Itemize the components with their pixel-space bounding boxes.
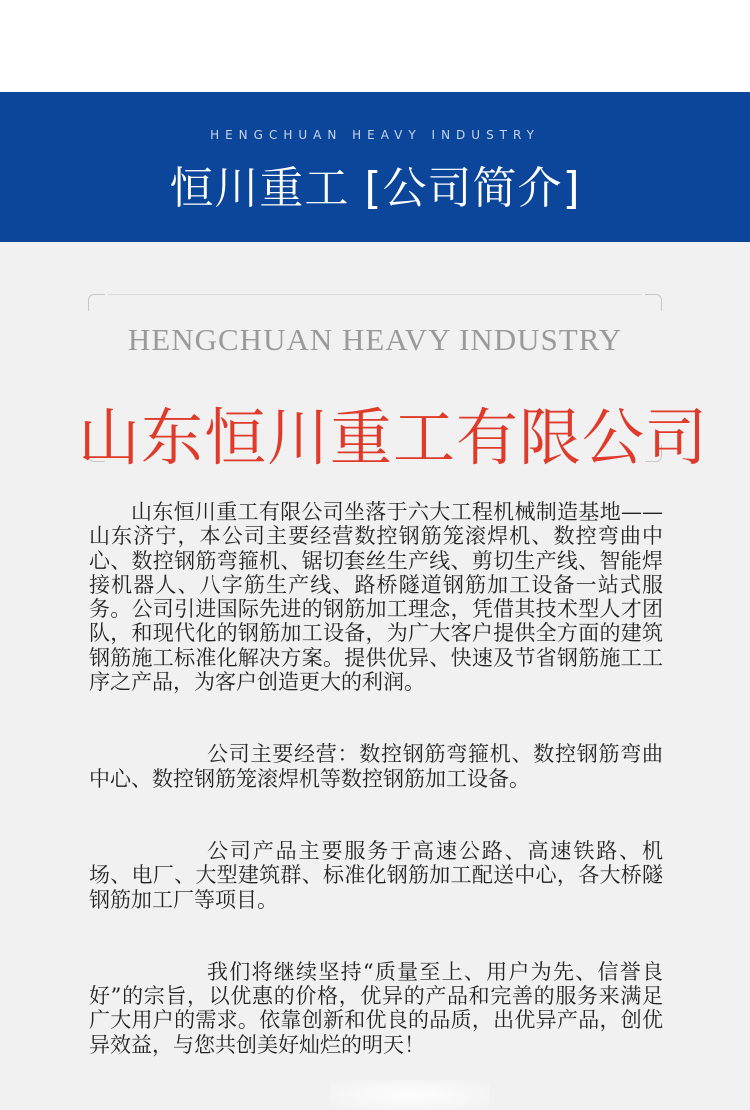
company-name: 山东恒川重工有限公司 — [77, 401, 708, 474]
banner-title: 恒川重工 [公司简介] — [169, 163, 581, 214]
paragraph-commitment: 我们将继续坚持“质量至上、用户为先、信誉良好”的宗旨，以优惠的价格，优异的产品和完善的服务来满足广大用户的需求。依靠创新和优良的品质，出优异产品，创优异效益，与您共创美好灿烂的明天！ — [89, 959, 663, 1057]
company-profile-text — [89, 500, 663, 1105]
paragraph-services: 公司产品主要服务于高速公路、高速铁路、机场、电厂、大型建筑群、标准化钢筋加工配送中心，各大桥隧钢筋加工厂等项目。 — [89, 838, 663, 912]
decorative-glow — [330, 1080, 490, 1110]
frame-top-line — [108, 294, 642, 295]
english-company-name: HENGCHUAN HEAVY INDUSTRY — [127, 322, 623, 357]
banner-subtitle: HENGCHUAN HEAVY INDUSTRY — [210, 128, 540, 142]
header-banner — [0, 92, 750, 242]
frame-corner-top-left — [88, 294, 105, 311]
paragraph-overview: 山东恒川重工有限公司坐落于六大工程机械制造基地——山东济宁，本公司主要经营数控钢筋笼滚焊机、数控弯曲中心、数控钢筋弯箍机、锯切套丝生产线、剪切生产线、智能焊接机器人、八字筋生产线、路桥隧道钢筋加工设备一站式服务。公司引进国际先进的钢筋加工理念，凭借其技术型人才团队，和现代化的钢筋加工设备，为广大客户提供全方面的建筑钢筋施工标准化解决方案。提供优异、快速及节省钢筋施工工序之产品，为客户创造更大的利润。 — [89, 500, 663, 695]
paragraph-main-business: 公司主要经营：数控钢筋弯箍机、数控钢筋弯曲中心、数控钢筋笼滚焊机等数控钢筋加工设备。 — [89, 742, 663, 791]
top-spacer — [0, 0, 750, 92]
frame-corner-top-right — [645, 294, 662, 311]
